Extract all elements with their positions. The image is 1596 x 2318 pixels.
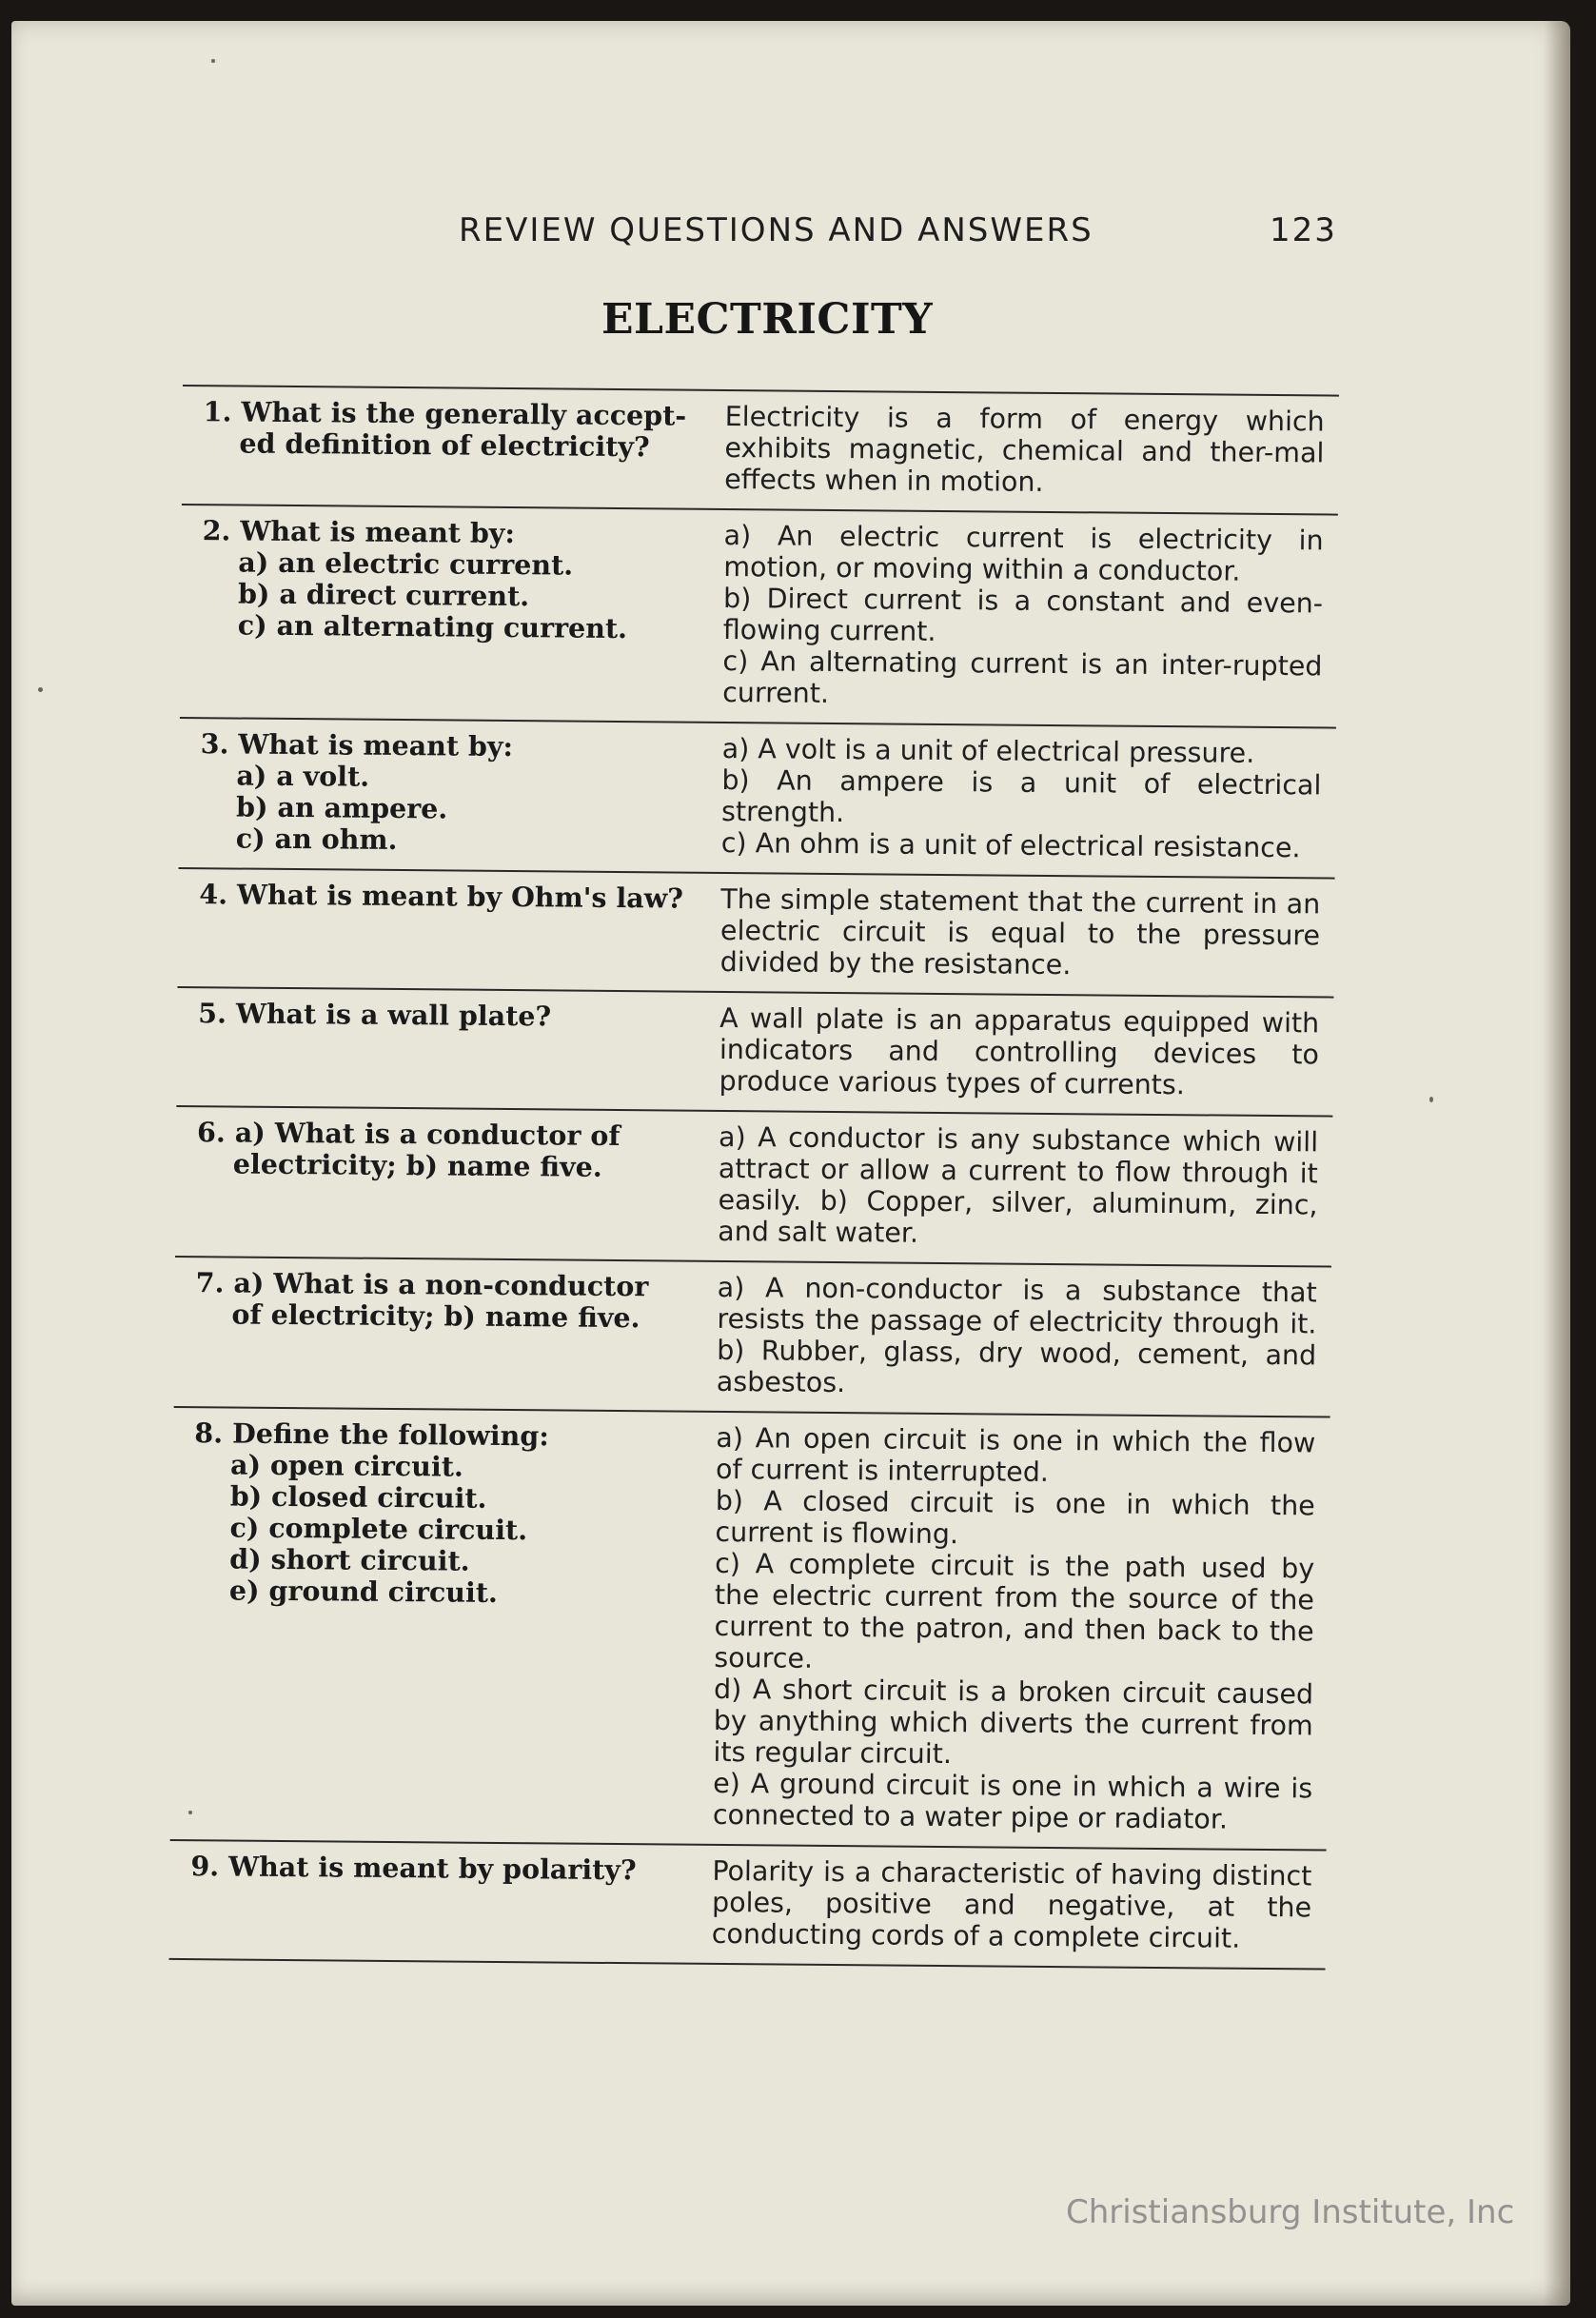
section-title: ELECTRICITY xyxy=(601,295,934,344)
question-line: 4. What is meant by Ohm's law? xyxy=(199,878,684,915)
answer-line: c) An ohm is a unit of electrical resistance. xyxy=(720,826,1301,864)
answer-line: a) An open circuit is one in which the flow of current is interrupted. xyxy=(715,1421,1316,1488)
qa-row xyxy=(170,1408,1330,1850)
question-subitem: a) an electric current. xyxy=(238,545,574,582)
answer xyxy=(722,520,1324,713)
answer-line: d) A short circuit is a broken circuit caused by anything which diverts the current from its regular circuit. xyxy=(713,1673,1314,1771)
answer-line: c) A complete circuit is the path used by the electric current from the source of the current to the patron, and then back to the source. xyxy=(714,1547,1315,1674)
question-line: 5. What is a wall plate? xyxy=(198,997,552,1033)
question xyxy=(182,396,716,495)
answer-line: c) An alternating current is an inter-rupted current. xyxy=(722,644,1323,709)
question-subitem: d) short circuit. xyxy=(229,1542,470,1577)
question xyxy=(170,1417,707,1831)
answer xyxy=(712,1855,1312,1954)
question-line: electricity; b) name five. xyxy=(232,1147,602,1183)
qa-row xyxy=(177,869,1334,997)
question xyxy=(177,998,711,1097)
qa-row xyxy=(169,1841,1327,1969)
question xyxy=(180,515,715,708)
question-subitem: b) an ampere. xyxy=(235,790,448,825)
question-subitem: a) a volt. xyxy=(236,759,370,793)
question-line: 3. What is meant by: xyxy=(200,727,514,763)
question-subitem: e) ground circuit. xyxy=(228,1574,499,1609)
answer-line: Polarity is a characteristic of having distinct poles, positive and negative, at the conducting cords of a complete circuit. xyxy=(711,1854,1312,1954)
answer xyxy=(717,1272,1317,1402)
qa-row xyxy=(176,988,1333,1116)
qa-table xyxy=(169,385,1339,1971)
question-subitem: a) open circuit. xyxy=(229,1448,464,1483)
answer-line: The simple statement that the current in an electric circuit is equal to the pressure divided by the resistance. xyxy=(719,882,1321,981)
answer-line: b) Direct current is a constant and even-flowing current. xyxy=(722,582,1324,647)
watermark: Christiansburg Institute, Inc xyxy=(1066,2193,1515,2231)
answer-line: e) A ground circuit is one in which a wire is connected to a water pipe or radiator. xyxy=(712,1767,1313,1835)
page-number: 123 xyxy=(1270,211,1337,249)
answer xyxy=(720,883,1321,982)
question xyxy=(174,1267,708,1397)
paper-speck xyxy=(38,687,43,692)
answer xyxy=(721,733,1322,863)
answer-line: a) A volt is a unit of electrical pressure. xyxy=(721,732,1255,769)
question-subitem: b) a direct current. xyxy=(237,577,530,613)
answer-line: a) An electric current is electricity in motion, or moving within a conductor. xyxy=(723,519,1324,587)
qa-row xyxy=(179,719,1336,878)
answer-line: A wall plate is an apparatus equipped with indicators and controlling devices to produce various types of currents. xyxy=(719,1001,1320,1101)
question xyxy=(175,1117,709,1247)
question-subitem: c) complete circuit. xyxy=(229,1511,528,1547)
question-line: 6. a) What is a conductor of xyxy=(197,1116,621,1153)
question-line: 1. What is the generally accept- xyxy=(203,395,687,432)
question-line: of electricity; b) name five. xyxy=(231,1298,640,1335)
answer xyxy=(719,1002,1319,1101)
paper-speck xyxy=(1429,1097,1433,1102)
answer-line: b) A closed circuit is one in which the current is flowing. xyxy=(715,1484,1315,1551)
qa-row xyxy=(174,1258,1331,1417)
question-subitem: b) closed circuit. xyxy=(229,1479,487,1515)
question-subitem: c) an ohm. xyxy=(235,822,398,856)
answer-line: a) A non-conductor is a substance that resists the passage of electricity through it. b) Rubber, glass, dry wood, cement, and asbestos. xyxy=(716,1271,1317,1399)
answer-line: a) A conductor is any substance which will attract or allow a current to flow through it easily. b) Copper, silver, aluminum, zinc, and salt water. xyxy=(718,1120,1319,1249)
question xyxy=(169,1851,703,1950)
answer-line: Electricity is a form of energy which exhibits magnetic, chemical and ther-mal effects when in motion. xyxy=(724,400,1325,498)
book-page xyxy=(11,21,1570,2306)
question xyxy=(179,728,713,859)
paper-speck xyxy=(188,1811,192,1814)
question-line: 8. Define the following: xyxy=(194,1417,549,1453)
answer-line: b) An ampere is a unit of electrical strength. xyxy=(720,763,1322,829)
question-line: 2. What is meant by: xyxy=(202,514,516,550)
paper-speck xyxy=(211,59,215,63)
running-header: REVIEW QUESTIONS AND ANSWERS xyxy=(459,211,1094,249)
answer xyxy=(724,401,1325,500)
question-line: 9. What is meant by polarity? xyxy=(190,1850,637,1887)
answer xyxy=(718,1121,1318,1252)
question-subitem: c) an alternating current. xyxy=(237,608,628,645)
question-line: ed definition of electricity? xyxy=(239,426,650,464)
question-line: 7. a) What is a non-conductor xyxy=(195,1266,649,1303)
page-edge-shadow xyxy=(1544,21,1570,2306)
qa-row xyxy=(175,1107,1332,1266)
question xyxy=(178,879,712,978)
qa-row xyxy=(182,386,1339,514)
answer xyxy=(713,1422,1316,1835)
qa-row xyxy=(180,505,1338,727)
